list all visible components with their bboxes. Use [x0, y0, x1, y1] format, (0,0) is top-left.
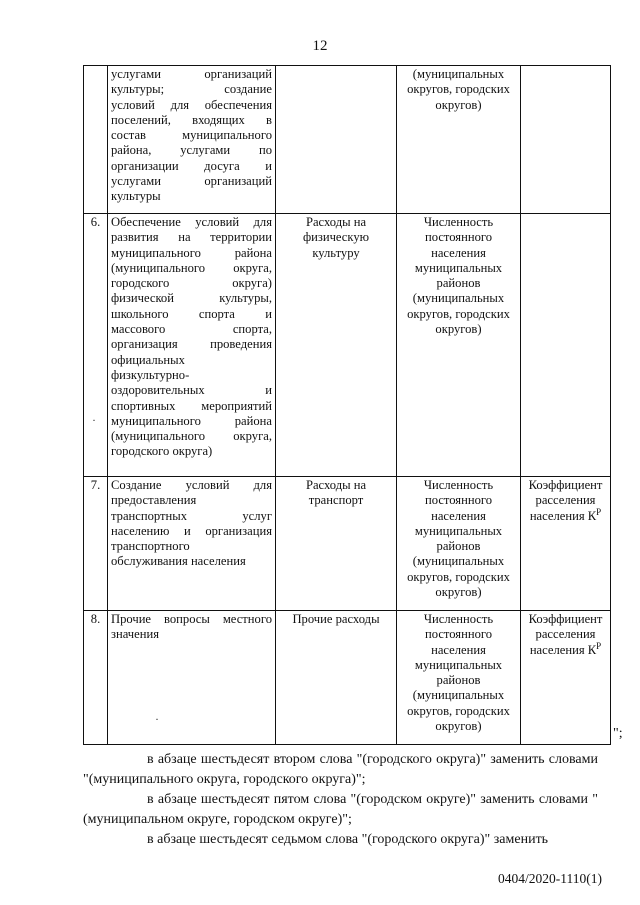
row-expense-type: Прочие расходы	[276, 611, 397, 745]
description-line: (муниципального округа,	[111, 429, 272, 444]
description-line: транспортного	[111, 539, 190, 554]
description-line: населению и организация	[111, 523, 272, 538]
description-line: физической культуры,	[111, 291, 272, 306]
description-line: состав муниципального	[111, 128, 272, 143]
row-number	[84, 66, 108, 214]
row-coefficient	[521, 477, 611, 611]
table-row	[84, 611, 611, 745]
description-line: массового спорта,	[111, 322, 272, 337]
coefficient-superscript: Р	[596, 506, 602, 517]
coefficient-superscript: Р	[596, 640, 602, 651]
description-line: услугами организаций	[111, 67, 272, 81]
closing-quote-mark: ";	[613, 726, 623, 741]
description-line: городского округа)	[111, 444, 213, 459]
description-line: оздоровительных и	[111, 383, 272, 398]
amendment-paragraphs	[83, 750, 598, 850]
stray-mark: ·	[92, 413, 96, 427]
row-number: 8.	[84, 611, 108, 745]
description-line: услугами организаций	[111, 174, 272, 189]
row-expense-type: Расходы на физическую культуру	[276, 214, 397, 477]
amendment-paragraph: в абзаце шестьдесят седьмом слова "(городского округа)" заменить	[147, 832, 549, 847]
description-line: городского округа)	[111, 276, 272, 291]
row-description	[108, 611, 276, 745]
table-row	[84, 214, 611, 477]
description-line: муниципального района	[111, 413, 272, 428]
description-line: официальных	[111, 352, 185, 367]
description-line: Прочие вопросы местного	[111, 612, 272, 626]
row-coefficient	[521, 66, 611, 214]
page-number: 12	[312, 38, 328, 54]
stray-mark: ·	[155, 712, 159, 726]
document-code: 0404/2020-1110(1)	[498, 871, 602, 886]
row-indicator: Численность постоянного населения муниципальных районов (муниципальных округов, городских округов)	[397, 477, 521, 611]
row-expense-type	[276, 66, 397, 214]
description-line: развития на территории	[111, 230, 272, 245]
description-line: организации досуга и	[111, 158, 272, 173]
description-line: значения	[111, 627, 159, 642]
amendment-paragraph: в абзаце шестьдесят втором слова "(городского округа)" заменить словами "(муниципального округа, городского округа)";	[83, 752, 598, 787]
description-line: обслуживания населения	[111, 554, 246, 569]
description-line: муниципального района	[111, 245, 272, 260]
description-line: спортивных мероприятий	[111, 398, 272, 413]
coefficient-label: Коэффициент расселения населения К	[528, 612, 603, 657]
table-row	[84, 477, 611, 611]
description-line: поселений, входящих в	[111, 112, 272, 127]
description-line: физкультурно-	[111, 367, 190, 382]
description-line: организация проведения	[111, 337, 272, 352]
description-line: культуры; создание	[111, 82, 272, 97]
table-row	[84, 66, 611, 214]
row-description	[108, 214, 276, 477]
row-indicator: Численность постоянного населения муниципальных районов (муниципальных округов, городских округов)	[397, 214, 521, 477]
description-line: (муниципального округа,	[111, 260, 272, 275]
row-indicator: Численность постоянного населения муниципальных районов (муниципальных округов, городских округов)	[397, 611, 521, 745]
expense-indicator-table	[83, 65, 611, 745]
coefficient-label: Коэффициент расселения населения К	[528, 478, 603, 523]
row-number: 6.	[84, 214, 108, 477]
row-coefficient	[521, 611, 611, 745]
row-coefficient	[521, 214, 611, 477]
description-line: транспортных услуг	[111, 508, 272, 523]
amendment-paragraph: в абзаце шестьдесят пятом слова "(городском округе)" заменить словами "(муниципальном округе, городском округе)";	[83, 792, 598, 827]
description-line: условий для обеспечения	[111, 97, 272, 112]
description-line: предоставления	[111, 493, 197, 508]
description-line: культуры	[111, 189, 161, 204]
description-line: Обеспечение условий для	[111, 215, 272, 229]
row-indicator: (муниципальных округов, городских округов)	[397, 66, 521, 214]
description-line: школьного спорта и	[111, 306, 272, 321]
row-number: 7.	[84, 477, 108, 611]
row-description	[108, 477, 276, 611]
row-expense-type: Расходы на транспорт	[276, 477, 397, 611]
row-description	[108, 66, 276, 214]
description-line: района, услугами по	[111, 143, 272, 158]
description-line: Создание условий для	[111, 478, 272, 492]
